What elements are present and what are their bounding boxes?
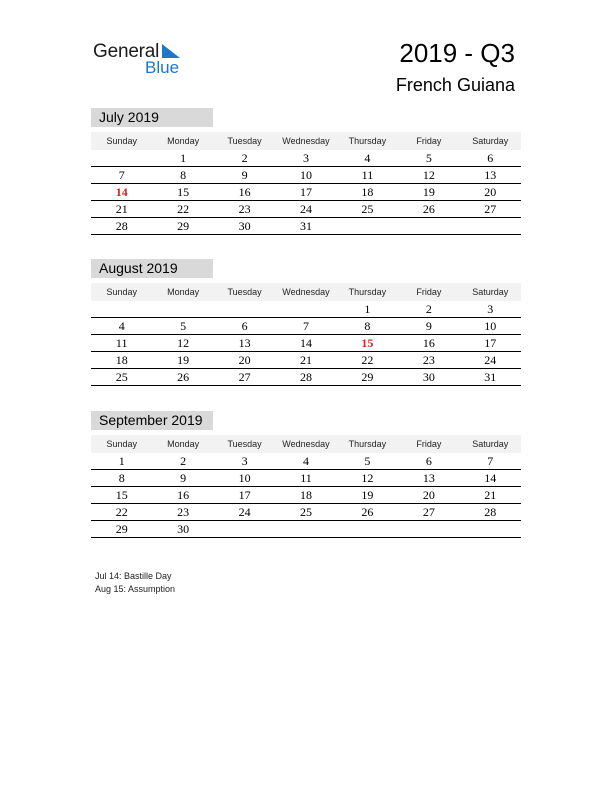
day-cell <box>275 521 336 537</box>
weekday-header-row <box>91 283 521 301</box>
week-row <box>91 150 521 167</box>
month-august <box>91 259 521 386</box>
weekday-label: Thursday <box>348 439 387 449</box>
weekday-label: Monday <box>167 136 200 146</box>
day-cell: 4 <box>302 454 309 468</box>
month-label: September 2019 <box>91 411 213 430</box>
day-cell: 19 <box>177 353 190 367</box>
weekday-label: Wednesday <box>282 136 330 146</box>
day-cell: 18 <box>115 353 128 367</box>
week-row <box>91 184 521 201</box>
weekday-label: Wednesday <box>282 439 330 449</box>
day-cell: 21 <box>115 202 128 216</box>
day-cell: 9 <box>180 471 187 485</box>
day-cell: 10 <box>299 168 312 182</box>
day-cell <box>275 301 336 317</box>
day-cell: 9 <box>241 168 248 182</box>
logo-word-general: General <box>93 41 160 62</box>
day-cell: 13 <box>238 336 251 350</box>
day-cell: 1 <box>118 454 125 468</box>
holiday-note: Aug 15: Assumption <box>95 584 176 594</box>
day-cell <box>460 521 521 537</box>
week-row <box>91 487 521 504</box>
day-cell: 15 <box>115 488 128 502</box>
day-cell: 23 <box>422 353 435 367</box>
day-cell: 26 <box>177 370 190 384</box>
day-cell: 2 <box>180 454 187 468</box>
day-cell: 30 <box>422 370 435 384</box>
week-row <box>91 335 521 352</box>
day-cell <box>214 521 275 537</box>
weekday-header-row <box>91 435 521 453</box>
day-cell: 30 <box>238 219 251 233</box>
weekday-label: Friday <box>416 136 442 146</box>
day-cell <box>460 218 521 234</box>
day-cell: 28 <box>299 370 312 384</box>
generalblue-logo <box>93 41 193 81</box>
day-cell <box>214 301 275 317</box>
day-cell <box>91 301 152 317</box>
day-cell: 24 <box>299 202 312 216</box>
day-cell: 12 <box>361 471 374 485</box>
month-label: August 2019 <box>91 259 213 278</box>
day-cell: 5 <box>180 319 187 333</box>
weekday-label: Tuesday <box>227 287 262 297</box>
day-cell <box>398 218 459 234</box>
day-cell: 17 <box>299 185 312 199</box>
day-cell: 9 <box>425 319 432 333</box>
week-row <box>91 369 521 386</box>
weekday-label: Saturday <box>472 439 509 449</box>
day-cell: 21 <box>484 488 497 502</box>
day-cell: 29 <box>361 370 374 384</box>
weekday-label: Wednesday <box>282 287 330 297</box>
day-cell: 6 <box>425 454 432 468</box>
day-cell: 8 <box>180 168 187 182</box>
day-cell: 18 <box>299 488 312 502</box>
day-cell: 25 <box>361 202 374 216</box>
weekday-label: Monday <box>167 287 200 297</box>
day-cell: 5 <box>364 454 371 468</box>
day-cell: 19 <box>361 488 374 502</box>
day-cell: 22 <box>361 353 374 367</box>
week-row <box>91 470 521 487</box>
day-cell: 22 <box>177 202 190 216</box>
day-cell: 24 <box>238 505 251 519</box>
week-row <box>91 301 521 318</box>
day-cell: 25 <box>299 505 312 519</box>
week-row <box>91 218 521 235</box>
day-cell: 31 <box>299 219 312 233</box>
week-row <box>91 201 521 218</box>
day-cell: 4 <box>118 319 125 333</box>
day-cell <box>152 301 213 317</box>
day-cell: 3 <box>241 454 248 468</box>
day-cell: 23 <box>238 202 251 216</box>
weekday-label: Friday <box>416 439 442 449</box>
day-cell: 20 <box>238 353 251 367</box>
country-name: French Guiana <box>395 75 515 95</box>
day-cell: 25 <box>115 370 128 384</box>
day-cell: 17 <box>484 336 497 350</box>
day-cell: 20 <box>422 488 435 502</box>
week-row <box>91 453 521 470</box>
day-cell: 11 <box>115 336 128 350</box>
month-september <box>91 411 521 538</box>
day-cell: 1 <box>364 302 371 316</box>
weekday-label: Tuesday <box>227 439 262 449</box>
day-cell: 27 <box>238 370 251 384</box>
day-cell: 11 <box>361 168 374 182</box>
day-cell: 10 <box>484 319 497 333</box>
weekday-label: Thursday <box>348 287 387 297</box>
day-cell: 2 <box>425 302 432 316</box>
day-cell: 5 <box>425 151 432 165</box>
weekday-label: Saturday <box>472 287 509 297</box>
page-title: 2019 - Q3 <box>399 38 515 68</box>
day-cell: 29 <box>177 219 190 233</box>
day-cell: 8 <box>364 319 371 333</box>
week-row <box>91 352 521 369</box>
day-cell: 7 <box>302 319 309 333</box>
day-cell: 21 <box>299 353 312 367</box>
day-cell: 17 <box>238 488 251 502</box>
weekday-label: Sunday <box>106 439 137 449</box>
day-cell: 27 <box>422 505 435 519</box>
day-cell: 30 <box>177 522 190 536</box>
day-cell: 27 <box>484 202 497 216</box>
holiday-notes <box>95 570 175 596</box>
day-cell: 6 <box>487 151 494 165</box>
day-cell: 10 <box>238 471 251 485</box>
day-cell: 12 <box>422 168 435 182</box>
day-cell <box>398 521 459 537</box>
day-cell: 31 <box>484 370 497 384</box>
weekday-label: Tuesday <box>227 136 262 146</box>
day-cell: 13 <box>484 168 497 182</box>
day-cell: 3 <box>302 151 309 165</box>
holiday-note: Jul 14: Bastille Day <box>95 571 172 581</box>
logo-word-blue: Blue <box>145 58 180 77</box>
day-cell: 15 <box>361 336 374 350</box>
weekday-label: Sunday <box>106 136 137 146</box>
day-cell: 13 <box>422 471 435 485</box>
day-cell: 14 <box>484 471 497 485</box>
day-cell: 16 <box>422 336 435 350</box>
day-cell: 12 <box>177 336 190 350</box>
day-cell: 20 <box>484 185 497 199</box>
weekday-label: Sunday <box>106 287 137 297</box>
day-cell: 26 <box>422 202 435 216</box>
day-cell: 23 <box>177 505 190 519</box>
day-cell: 1 <box>180 151 187 165</box>
day-cell: 28 <box>484 505 497 519</box>
week-row <box>91 167 521 184</box>
day-cell: 14 <box>299 336 312 350</box>
day-cell: 6 <box>241 319 248 333</box>
week-row <box>91 504 521 521</box>
day-cell: 8 <box>118 471 125 485</box>
logo-triangle-icon <box>160 44 180 58</box>
day-cell: 26 <box>361 505 374 519</box>
day-cell <box>337 218 398 234</box>
day-cell: 28 <box>115 219 128 233</box>
day-cell <box>91 150 152 166</box>
day-cell: 16 <box>238 185 251 199</box>
day-cell: 11 <box>300 471 312 485</box>
day-cell: 18 <box>361 185 374 199</box>
weekday-label: Thursday <box>348 136 387 146</box>
month-july <box>91 108 521 235</box>
day-cell: 4 <box>364 151 371 165</box>
weekday-header-row <box>91 132 521 150</box>
day-cell: 3 <box>487 302 494 316</box>
weekday-label: Monday <box>167 439 200 449</box>
day-cell <box>337 521 398 537</box>
day-cell: 7 <box>118 168 125 182</box>
day-cell: 19 <box>422 185 435 199</box>
week-row <box>91 521 521 538</box>
weekday-label: Friday <box>416 287 442 297</box>
day-cell: 16 <box>177 488 190 502</box>
day-cell: 7 <box>487 454 494 468</box>
day-cell: 29 <box>115 522 128 536</box>
day-cell: 15 <box>177 185 190 199</box>
day-cell: 14 <box>115 185 128 199</box>
day-cell: 22 <box>115 505 128 519</box>
day-cell: 24 <box>484 353 497 367</box>
week-row <box>91 318 521 335</box>
day-cell: 2 <box>241 151 248 165</box>
weekday-label: Saturday <box>472 136 509 146</box>
month-label: July 2019 <box>91 108 213 127</box>
